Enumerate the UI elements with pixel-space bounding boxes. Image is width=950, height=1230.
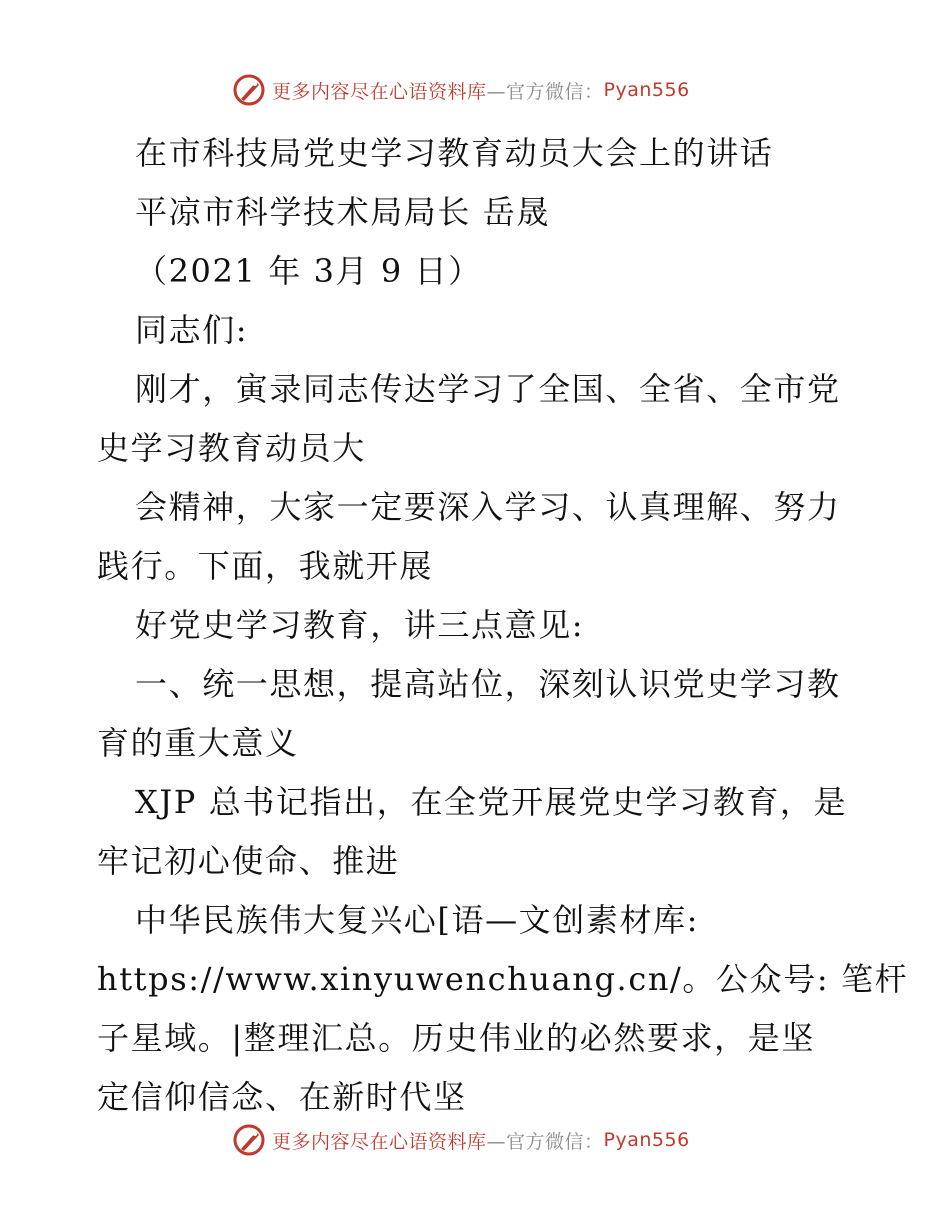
- paragraph-line: 牢记初心使命、推进: [97, 842, 400, 880]
- pen-logo-icon: [232, 1123, 266, 1157]
- paragraph-line: https://www.xinyuwenchuang.cn/。公众号: 笔杆: [97, 960, 909, 998]
- watermark-wechat-id: Pyan556: [603, 1129, 690, 1151]
- watermark-wechat-id: Pyan556: [603, 79, 690, 101]
- document-body: [97, 124, 909, 1127]
- watermark-wechat-label: —官方微信：: [486, 1130, 604, 1153]
- document-title: 在市科技局党史学习教育动员大会上的讲话: [135, 134, 774, 172]
- footer-watermark: [232, 1122, 690, 1158]
- watermark-brand: 更多内容尽在心语资料库: [272, 80, 487, 103]
- section-heading: 一、统一思想，提高站位，深刻认识党史学习教: [135, 665, 841, 703]
- watermark-brand: 更多内容尽在心语资料库: [272, 1130, 487, 1153]
- section-heading-continued: 育的重大意义: [97, 724, 299, 762]
- paragraph-line: 会精神，大家一定要深入学习、认真理解、努力: [135, 488, 841, 526]
- paragraph-line: XJP 总书记指出，在全党开展党史学习教育，是: [135, 783, 848, 821]
- paragraph-line: 好党史学习教育，讲三点意见:: [135, 606, 585, 644]
- date-line: （2021 年 3月 9 日）: [135, 252, 482, 290]
- author-line: 平凉市科学技术局局长 岳晟: [135, 193, 550, 231]
- paragraph-line: 史学习教育动员大: [97, 429, 366, 467]
- paragraph-line: 中华民族伟大复兴心[语—文创素材库:: [135, 901, 700, 939]
- salutation: 同志们:: [135, 311, 249, 349]
- paragraph-line: 定信仰信念、在新时代坚: [97, 1078, 467, 1116]
- paragraph-line: 践行。下面，我就开展: [97, 547, 434, 585]
- pen-logo-icon: [232, 73, 266, 107]
- paragraph-line: 子星域。|整理汇总。历史伟业的必然要求，是坚: [97, 1019, 815, 1057]
- paragraph-line: 刚才，寅录同志传达学习了全国、全省、全市党: [135, 370, 841, 408]
- watermark-wechat-label: —官方微信：: [486, 80, 604, 103]
- header-watermark: [232, 72, 690, 108]
